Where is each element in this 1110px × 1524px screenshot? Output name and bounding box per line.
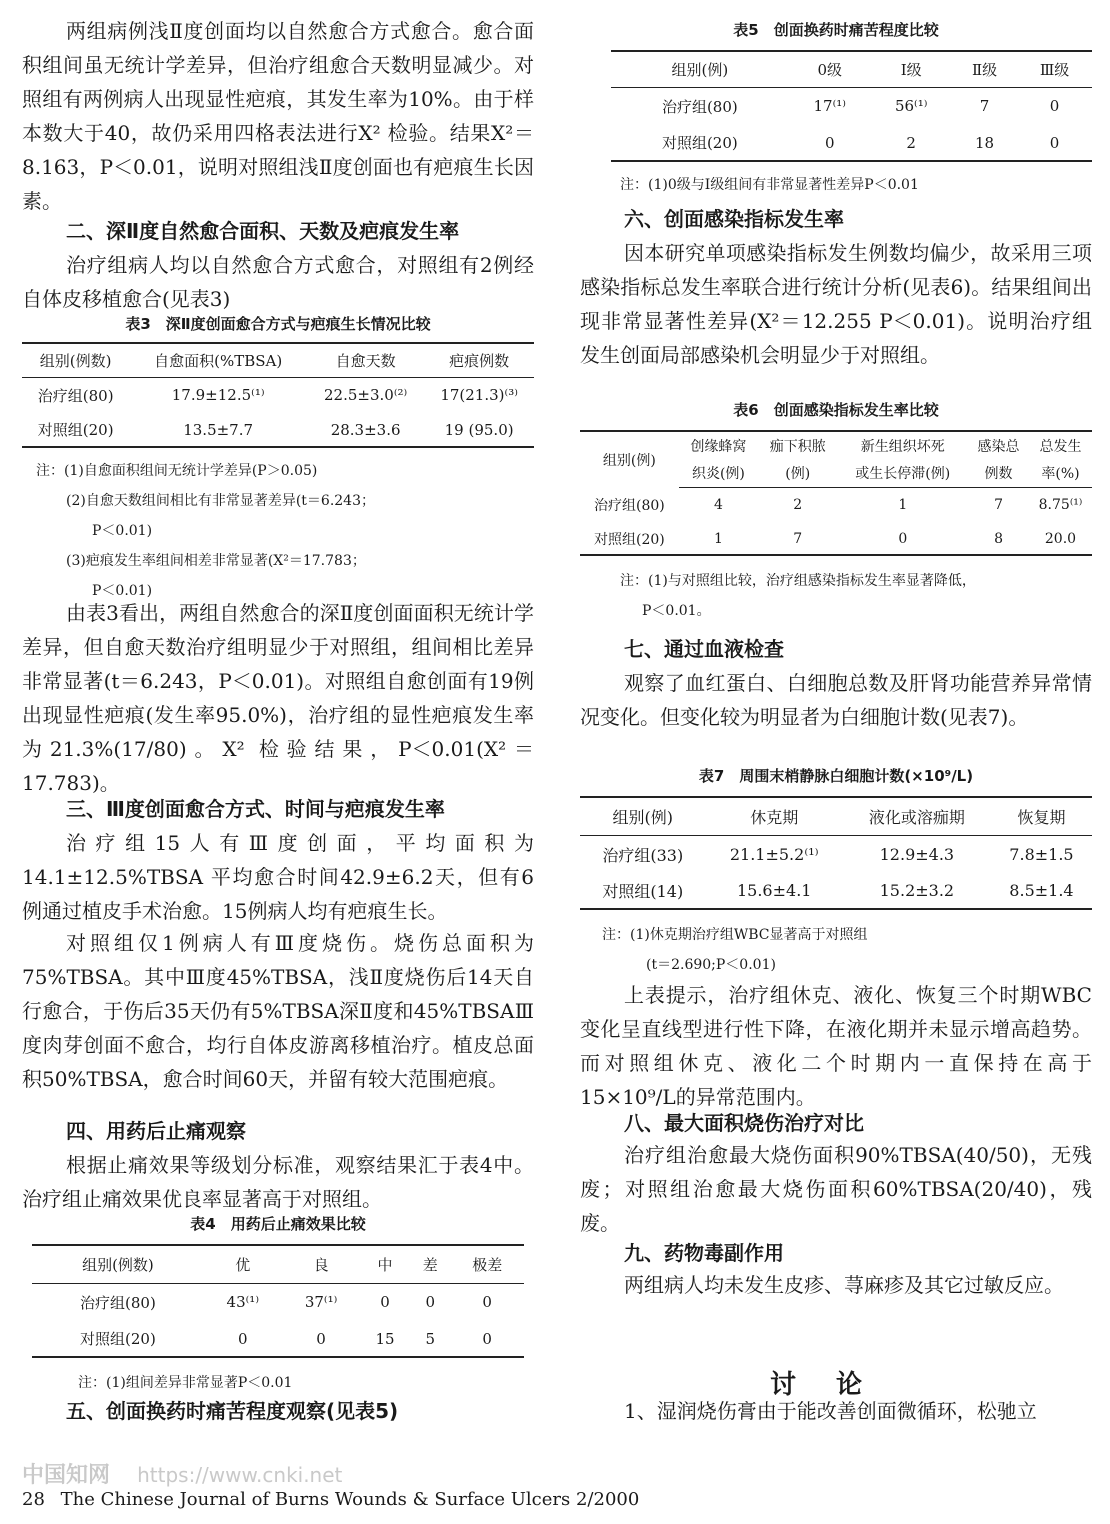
body-paragraph xyxy=(580,666,1092,734)
table-4 xyxy=(22,1212,534,1398)
table-cell: 0 xyxy=(380,1293,390,1312)
page-footer xyxy=(22,1458,722,1510)
note-line: (3)疤痕发生率组间相差非常显著(X²＝17.783； xyxy=(66,553,366,569)
table-cell: 对照组(14) xyxy=(580,873,706,909)
body-paragraph xyxy=(580,236,1092,372)
section-heading-3 xyxy=(22,792,534,826)
column-header: Ⅰ级 xyxy=(870,51,951,87)
note-line: (t＝2.690;P＜0.01) xyxy=(646,957,776,973)
body-paragraph xyxy=(580,1394,1092,1428)
column-header: 自愈天数 xyxy=(307,343,424,377)
table-row xyxy=(32,1321,524,1357)
table-cell: 对照组(20) xyxy=(32,1321,203,1357)
table-cell: 治疗组(80) xyxy=(594,498,665,514)
table-caption: 表5 创面换药时痛苦程度比较 xyxy=(733,21,939,39)
data-table xyxy=(32,1244,524,1358)
page-number: 28 xyxy=(22,1489,45,1510)
table-cell: 治疗组(33) xyxy=(602,845,684,865)
table-row xyxy=(580,523,1092,555)
column-header: 新生组织坏死 xyxy=(837,431,968,459)
body-paragraph xyxy=(580,1138,1092,1240)
paragraph-text: 两组病人均未发生皮疹、荨麻疹及其它过敏反应。 xyxy=(624,1273,1064,1297)
note-line: P＜0.01。 xyxy=(642,603,711,619)
table-note: 注：(1)组间差异非常显著P＜0.01 xyxy=(78,1375,293,1391)
table-caption: 表4 用药后止痛效果比较 xyxy=(190,1215,366,1233)
data-table xyxy=(22,342,534,448)
column-header: 感染总 xyxy=(968,431,1029,459)
column-header: 恢复期 xyxy=(991,797,1092,835)
body-paragraph xyxy=(22,826,534,928)
journal-line xyxy=(22,1489,722,1510)
note-line: (2)自愈天数组间相比有非常显著差异(t＝6.243； xyxy=(66,493,375,509)
table-row xyxy=(580,873,1092,909)
table-7 xyxy=(580,764,1092,980)
table-cell: 1 xyxy=(898,497,908,514)
table-cell: 8.5±1.4 xyxy=(991,873,1092,909)
column-header: 中 xyxy=(360,1245,410,1283)
table-note xyxy=(22,456,534,606)
column-header: 极差 xyxy=(451,1245,524,1283)
table-6 xyxy=(580,398,1092,626)
column-header: 组别(例) xyxy=(580,797,706,835)
table-cell: 37⁽¹⁾ xyxy=(304,1293,338,1312)
table-cell: 18 xyxy=(952,125,1017,161)
table-5 xyxy=(580,18,1092,200)
paragraph-text: 治疗组治愈最大烧伤面积90%TBSA(40/50)，无残废；对照组治愈最大烧伤面积60%TBSA(20/40)，残废。 xyxy=(580,1143,1092,1235)
paragraph-text: 观察了血红蛋白、白细胞总数及肝肾功能营养异常情况变化。但变化较为明显者为白细胞计数(见表7)。 xyxy=(580,671,1092,729)
note-line: 注：(1)休克期治疗组WBC显著高于对照组 xyxy=(602,927,868,943)
table-cell: 19 (95.0) xyxy=(424,413,534,447)
table-cell: 13.5±7.7 xyxy=(129,413,307,447)
table-cell: 2 xyxy=(870,125,951,161)
table-cell: 15.6±4.1 xyxy=(706,873,843,909)
data-table xyxy=(611,50,1092,162)
column-header: Ⅱ级 xyxy=(952,51,1017,87)
table-cell: 43⁽¹⁾ xyxy=(226,1293,259,1312)
table-cell: 对照组(20) xyxy=(611,125,789,161)
table-cell: 22.5±3.0⁽²⁾ xyxy=(324,386,408,405)
body-paragraph xyxy=(580,978,1092,1114)
table-cell: 0 xyxy=(451,1321,524,1357)
paragraph-text: 1、湿润烧伤膏由于能改善创面微循环，松驰立 xyxy=(624,1399,1037,1423)
note-line: 注：(1)自愈面积组间无统计学差异(P＞0.05) xyxy=(36,463,318,479)
table-cell: 0 xyxy=(837,523,968,555)
column-header: 总发生 xyxy=(1029,431,1092,459)
column-header: 休克期 xyxy=(706,797,843,835)
body-paragraph xyxy=(22,1148,534,1216)
table-cell: 20.0 xyxy=(1029,523,1092,555)
section-heading-5 xyxy=(22,1394,534,1428)
table-caption: 表6 创面感染指标发生率比较 xyxy=(733,401,939,419)
table-cell: 治疗组(80) xyxy=(80,1293,156,1312)
table-note xyxy=(580,566,1092,626)
heading-text: 三、Ⅲ度创面愈合方式、时间与疤痕发生率 xyxy=(66,797,445,821)
table-cell: 17(21.3)⁽³⁾ xyxy=(440,386,518,405)
table-row xyxy=(580,487,1092,523)
table-row xyxy=(32,1283,524,1321)
table-cell: 治疗组(80) xyxy=(37,386,114,405)
section-heading-6 xyxy=(580,202,1092,236)
column-header: 例数 xyxy=(968,459,1029,487)
column-header: 织炎(例) xyxy=(679,459,758,487)
table-cell: 1 xyxy=(679,523,758,555)
note-line: P＜0.01) xyxy=(92,523,153,539)
paragraph-text: 根据止痛效果等级划分标准，观察结果汇于表4中。治疗组止痛效果优良率显著高于对照组。 xyxy=(22,1153,534,1211)
heading-text: 六、创面感染指标发生率 xyxy=(624,207,844,231)
heading-text: 四、用药后止痛观察 xyxy=(66,1119,246,1143)
watermark-url: https://www.cnki.net xyxy=(137,1463,343,1487)
table-cell: 12.9±4.3 xyxy=(879,844,955,864)
section-heading-4 xyxy=(22,1114,534,1148)
table-cell: 4 xyxy=(713,497,723,514)
table-note: 注：(1)0级与Ⅰ级组间有非常显著性差异P＜0.01 xyxy=(620,177,919,193)
heading-text: 讨论 xyxy=(769,1370,902,1400)
table-cell: 7 xyxy=(979,97,990,116)
body-paragraph xyxy=(22,596,534,800)
table-cell: 17.9±12.5⁽¹⁾ xyxy=(171,386,265,405)
data-table xyxy=(580,796,1092,910)
table-note xyxy=(580,920,1092,980)
body-paragraph xyxy=(22,14,534,218)
table-cell: 15.2±3.2 xyxy=(843,873,991,909)
table-cell: 21.1±5.2⁽¹⁾ xyxy=(729,844,819,864)
column-header: 疤痕例数 xyxy=(424,343,534,377)
table-cell: 56⁽¹⁾ xyxy=(894,97,928,116)
body-paragraph xyxy=(22,926,534,1096)
heading-text: 七、通过血液检查 xyxy=(624,637,784,661)
table-cell: 0 xyxy=(1049,97,1060,116)
paragraph-text: 由表3看出，两组自然愈合的深Ⅱ度创面面积无统计学差异，但自愈天数治疗组明显少于对照组，组间相比差异非常显著(t＝6.243，P＜0.01)。对照组自愈创面有19例出现显性疤痕(发生率95.0%)，治疗组的显性疤痕发生率为21.3%(17/80)。X² 检验结果，P＜0.01(X²＝17.783)。 xyxy=(22,601,534,795)
table-cell: 17⁽¹⁾ xyxy=(813,97,846,116)
table-row xyxy=(611,125,1092,161)
paragraph-text: 两组病例浅Ⅱ度创面均以自然愈合方式愈合。愈合面积组间虽无统计学差异，但治疗组愈合天数明显减少。对照组有两例病人出现显性疤痕，其发生率为10%。由于样本数大于40，故仍采用四格表法进行X² 检验。结果X²＝8.163，P＜0.01，说明对照组浅Ⅱ度创面也有疤痕生长因素。 xyxy=(22,19,534,213)
column-header: 组别(例数) xyxy=(22,343,129,377)
column-header: 创缘蜂窝 xyxy=(679,431,758,459)
section-heading-9 xyxy=(580,1236,1092,1270)
table-caption: 表7 周围末梢静脉白细胞计数(×10⁹/L) xyxy=(698,767,974,785)
column-header: 0级 xyxy=(789,51,870,87)
paragraph-text: 上表提示，治疗组休克、液化、恢复三个时期WBC变化呈直线型进行性下降，在液化期并未显示增高趋势。而对照组休克、液化二个时期内一直保持在高于15×10⁹/L的异常范围内。 xyxy=(580,983,1092,1109)
paragraph-text: 治疗组病人均以自然愈合方式愈合，对照组有2例经自体皮移植愈合(见表3) xyxy=(22,253,534,311)
column-header: 痂下积脓 xyxy=(758,431,837,459)
table-cell: 0 xyxy=(1017,125,1092,161)
note-line: P＜0.01) xyxy=(92,583,153,599)
paragraph-text: 因本研究单项感染指标发生例数均偏少，故采用三项感染指标总发生率联合进行统计分析(见表6)。结果组间出现非常显著性差异(X²＝12.255 P＜0.01)。说明治疗组发生创面局部感染机会明显少于对照组。 xyxy=(580,241,1092,367)
heading-text: 八、最大面积烧伤治疗对比 xyxy=(624,1111,864,1135)
column-header: 组别(例) xyxy=(580,431,679,487)
table-cell: 0 xyxy=(425,1293,436,1312)
heading-text: 五、创面换药时痛苦程度观察(见表5) xyxy=(66,1399,399,1423)
body-paragraph xyxy=(580,1268,1092,1302)
column-header: (例) xyxy=(758,459,837,487)
paragraph-text: 治疗组15人有Ⅲ度创面，平均面积为14.1±12.5%TBSA 平均愈合时间42.9±6.2天，但有6例通过植皮手术治愈。15例病人均有疤痕生长。 xyxy=(22,831,534,923)
column-header: 优 xyxy=(204,1245,282,1283)
cnki-logo: 中国知网 xyxy=(22,1463,111,1488)
table-cell: 0 xyxy=(482,1293,492,1312)
note-line: 注：(1)与对照组比较，治疗组感染指标发生率显著降低， xyxy=(620,573,976,589)
table-cell: 2 xyxy=(793,497,803,514)
table-cell: 治疗组(80) xyxy=(661,97,738,116)
column-header: 自愈面积(%TBSA) xyxy=(129,343,307,377)
watermark xyxy=(22,1458,722,1489)
table-cell: 15 xyxy=(360,1321,410,1357)
table-cell: 0 xyxy=(204,1321,282,1357)
table-cell: 7 xyxy=(758,523,837,555)
column-header: 率(%) xyxy=(1029,459,1092,487)
table-cell: 28.3±3.6 xyxy=(307,413,424,447)
table-cell: 对照组(20) xyxy=(22,413,129,447)
table-caption: 表3 深Ⅱ度创面愈合方式与疤痕生长情况比较 xyxy=(125,315,431,333)
table-row xyxy=(22,413,534,447)
body-paragraph xyxy=(22,248,534,316)
heading-text: 二、深Ⅱ度自然愈合面积、天数及疤痕发生率 xyxy=(66,219,460,243)
table-row xyxy=(611,87,1092,125)
table-cell: 0 xyxy=(789,125,870,161)
table-cell: 8 xyxy=(968,523,1029,555)
table-cell: 0 xyxy=(282,1321,360,1357)
table-row xyxy=(22,377,534,413)
table-cell: 8.75⁽¹⁾ xyxy=(1038,497,1083,514)
column-header: 差 xyxy=(410,1245,451,1283)
table-cell: 7.8±1.5 xyxy=(1009,844,1074,864)
column-header: Ⅲ级 xyxy=(1017,51,1092,87)
table-cell: 对照组(20) xyxy=(580,523,679,555)
table-cell: 5 xyxy=(410,1321,451,1357)
column-header: 或生长停滞(例) xyxy=(837,459,968,487)
data-table xyxy=(580,430,1092,556)
column-header: 组别(例数) xyxy=(32,1245,203,1283)
table-cell: 7 xyxy=(994,497,1004,514)
table-3 xyxy=(22,312,534,606)
paragraph-text: 对照组仅1例病人有Ⅲ度烧伤。烧伤总面积为75%TBSA。其中Ⅲ度45%TBSA，浅Ⅱ度烧伤后14天自行愈合，于伤后35天仍有5%TBSA深Ⅱ度和45%TBSAⅢ度肉芽创面不愈合，均行自体皮游离移植治疗。植皮总面积50%TBSA，愈合时间60天，并留有较大范围疤痕。 xyxy=(22,931,534,1091)
section-heading-2 xyxy=(22,214,534,248)
section-heading-7 xyxy=(580,632,1092,666)
column-header: 组别(例) xyxy=(611,51,789,87)
column-header: 良 xyxy=(282,1245,360,1283)
journal-name: The Chinese Journal of Burns Wounds & Surface Ulcers 2/2000 xyxy=(60,1489,640,1510)
section-heading-8 xyxy=(580,1106,1092,1140)
column-header: 液化或溶痂期 xyxy=(843,797,991,835)
heading-text: 九、药物毒副作用 xyxy=(624,1241,784,1265)
table-row xyxy=(580,835,1092,873)
